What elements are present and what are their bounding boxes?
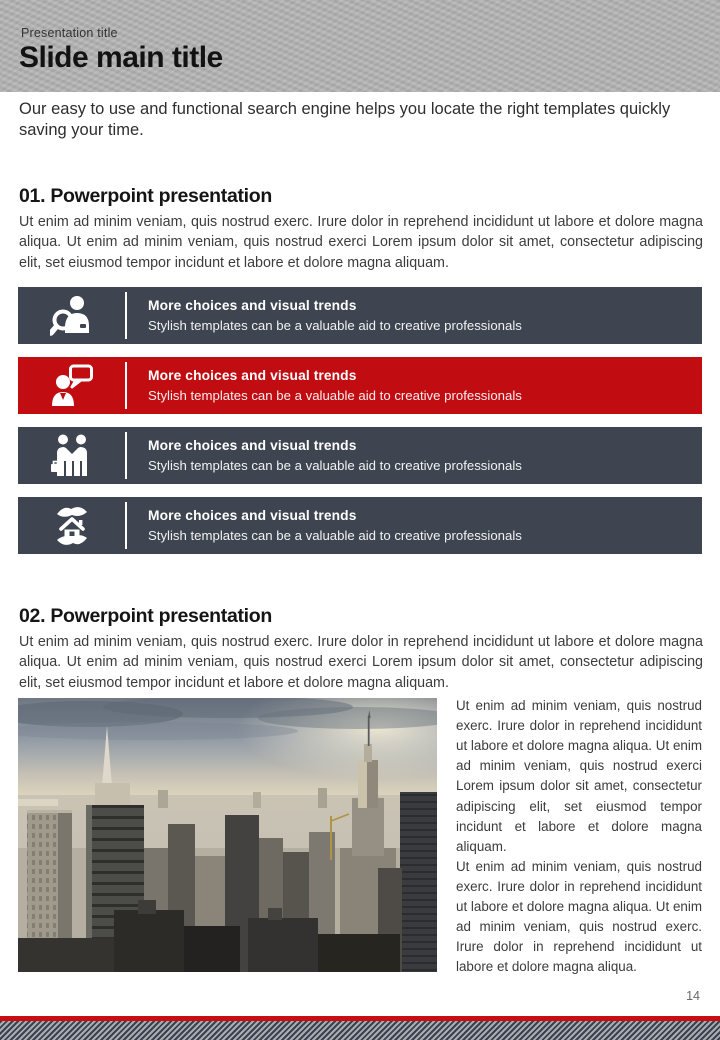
banner-row-3 — [18, 427, 702, 484]
banner-row-4 — [18, 497, 702, 554]
column-paragraph-2: Ut enim ad minim veniam, quis nostrud exerc. Irure dolor in reprehend incididunt ut labore et dolore magna aliqua. Ut enim ad minim veniam, quis nostrud exerc. Irure dolor in reprehend incididunt ut labore et dolore magna aliqua. — [456, 858, 702, 975]
handshake-icon — [18, 434, 125, 478]
presentation-title: Presentation title — [21, 26, 118, 40]
house-care-icon — [18, 504, 125, 548]
banner-row-1 — [18, 287, 702, 344]
page-number: 14 — [686, 989, 700, 1003]
banner-title: More choices and visual trends — [148, 438, 357, 453]
right-text-column — [456, 696, 702, 978]
intro-text: Our easy to use and functional search engine helps you locate the right templates quickly saving your time. — [19, 100, 671, 140]
footer-stripe-band — [0, 1021, 720, 1040]
city-skyline-photo — [18, 698, 437, 972]
section-01-body: Ut enim ad minim veniam, quis nostrud exerc. Irure dolor in reprehend incididunt ut labore et dolore magna aliqua. Ut enim ad minim veniam, quis nostrud exerci Lorem ipsum dolor sit amet, consectetur adipiscing elit, set eiusmod tempor incidunt et labore et dolore magna aliquam. — [19, 214, 703, 271]
banner-subtitle: Stylish templates can be a valuable aid to creative professionals — [148, 318, 522, 333]
banner-subtitle: Stylish templates can be a valuable aid to creative professionals — [148, 528, 522, 543]
header-band — [0, 0, 720, 92]
banner-subtitle: Stylish templates can be a valuable aid to creative professionals — [148, 388, 522, 403]
slide-main-title: Slide main title — [19, 41, 223, 74]
banner-title: More choices and visual trends — [148, 368, 357, 383]
banner-title: More choices and visual trends — [148, 508, 357, 523]
search-person-icon — [18, 294, 125, 338]
column-paragraph-1: Ut enim ad minim veniam, quis nostrud exerc. Irure dolor in reprehend incididunt ut labore et dolore magna aliqua. Ut enim ad minim veniam, quis nostrud exerci Lorem ipsum dolor sit amet, consectetur adipiscing elit, set eiusmod tempor incidunt et labore et dolore magna aliquam. — [456, 698, 702, 854]
person-chat-icon — [18, 364, 125, 408]
section-01-heading: 01. Powerpoint presentation — [19, 185, 273, 207]
banner-subtitle: Stylish templates can be a valuable aid to creative professionals — [148, 458, 522, 473]
section-02-body: Ut enim ad minim veniam, quis nostrud exerc. Irure dolor in reprehend incididunt ut labore et dolore magna aliqua. Ut enim ad minim veniam, quis nostrud exerci Lorem ipsum dolor sit amet, consectetur adipiscing elit, set eiusmod tempor incidunt et labore et dolore magna aliquam. — [19, 634, 703, 691]
banner-row-2 — [18, 357, 702, 414]
banner-list — [18, 287, 702, 554]
banner-title: More choices and visual trends — [148, 298, 357, 313]
section-02-heading: 02. Powerpoint presentation — [19, 605, 273, 627]
